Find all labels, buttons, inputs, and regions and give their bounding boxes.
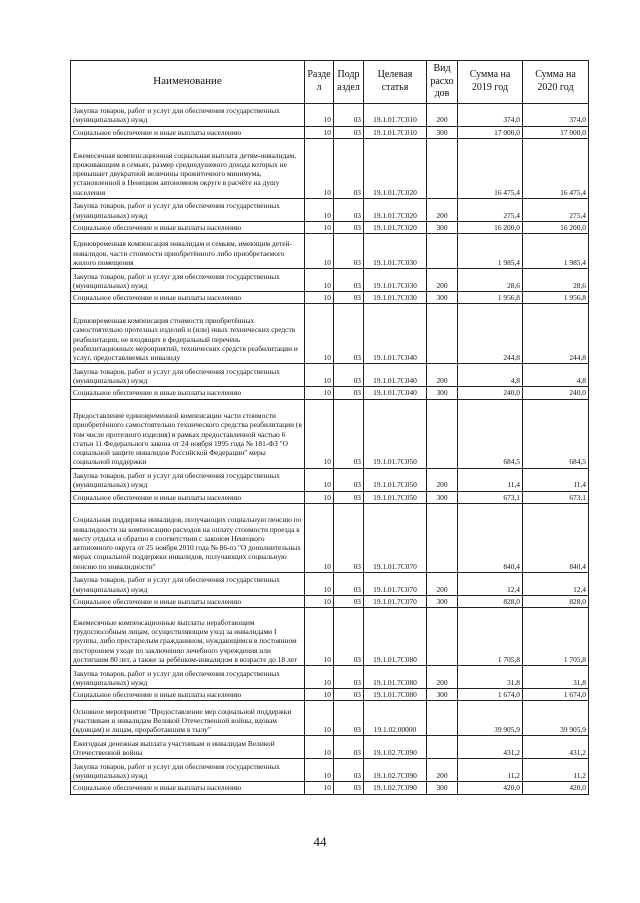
cell-target: 19.1.01.7С030: [364, 292, 427, 304]
cell-vid: 300: [427, 595, 458, 607]
table-row: [71, 468, 589, 491]
cell-sum2020: 11,4: [523, 468, 589, 491]
cell-name: Закупка товаров, работ и услуг для обеспечения государственных (муниципальных) нужд: [71, 269, 305, 292]
cell-sum2020: 240,0: [523, 387, 589, 399]
cell-razdel: 10: [305, 304, 334, 364]
cell-razdel: 10: [305, 292, 334, 304]
page-number: 44: [313, 834, 327, 849]
cell-name: Закупка товаров, работ и услуг для обеспечения государственных (муниципальных) нужд: [71, 572, 305, 595]
cell-sum2019: 1 985,4: [458, 234, 523, 269]
cell-podrazdel: 03: [334, 608, 364, 666]
cell-vid: 200: [427, 269, 458, 292]
cell-sum2020: 1 985,4: [523, 234, 589, 269]
cell-sum2020: 28,6: [523, 269, 589, 292]
cell-razdel: 10: [305, 364, 334, 387]
table-body: [71, 103, 589, 794]
cell-podrazdel: 03: [334, 759, 364, 782]
cell-vid: [427, 701, 458, 736]
cell-razdel: 10: [305, 595, 334, 607]
cell-podrazdel: 03: [334, 364, 364, 387]
cell-sum2019: 17 000,0: [458, 126, 523, 138]
cell-sum2020: 828,0: [523, 595, 589, 607]
table-row: [71, 221, 589, 233]
cell-sum2020: 39 905,9: [523, 701, 589, 736]
cell-razdel: 10: [305, 572, 334, 595]
cell-podrazdel: 03: [334, 269, 364, 292]
cell-razdel: 10: [305, 666, 334, 689]
cell-sum2019: 240,0: [458, 387, 523, 399]
cell-podrazdel: 03: [334, 126, 364, 138]
cell-podrazdel: 03: [334, 468, 364, 491]
cell-sum2020: 420,0: [523, 782, 589, 794]
cell-sum2020: 673,1: [523, 491, 589, 503]
cell-podrazdel: 03: [334, 234, 364, 269]
cell-sum2020: 31,8: [523, 666, 589, 689]
cell-razdel: 10: [305, 234, 334, 269]
cell-sum2020: 1 956,8: [523, 292, 589, 304]
cell-target: 19.1.01.7С080: [364, 689, 427, 701]
cell-vid: [427, 736, 458, 759]
cell-razdel: 10: [305, 701, 334, 736]
cell-sum2019: 28,6: [458, 269, 523, 292]
cell-target: 19.1.01.7С080: [364, 608, 427, 666]
cell-vid: 200: [427, 468, 458, 491]
table-row: [71, 103, 589, 126]
cell-name: Ежемесячная компенсационная социальная выплата детям-инвалидам, проживающим в семьях, размер среднедушевого дохода которых не превышает двукратной величины прожиточного минимума, установленной в Ненецком автономном округе в расчёте на душу населения: [71, 138, 305, 198]
cell-target: 19.1.02.7С090: [364, 782, 427, 794]
cell-vid: 300: [427, 221, 458, 233]
cell-sum2019: 673,1: [458, 491, 523, 503]
cell-name: Закупка товаров, работ и услуг для обеспечения государственных (муниципальных) нужд: [71, 364, 305, 387]
cell-sum2019: 431,2: [458, 736, 523, 759]
cell-vid: [427, 608, 458, 666]
cell-razdel: 10: [305, 269, 334, 292]
table-row: [71, 126, 589, 138]
cell-name: Основное мероприятие "Предоставление мер социальной поддержки участникам и инвалидам Великой Отечественной войны, вдовам (вдовцам) и лицам, проработавшим в тылу": [71, 701, 305, 736]
cell-name: Единовременная компенсация стоимости приобретённых самостоятельно протезных изделий и (или) иных технических средств реабилитации, не входящих в федеральный перечень реабилитационных мероприятий, технических средств реабилитации и услуг, предоставляемых инвалиду: [71, 304, 305, 364]
header-sum-2019: Сумма на 2019 год: [458, 61, 523, 104]
cell-razdel: 10: [305, 468, 334, 491]
cell-target: 19.1.02.7С090: [364, 736, 427, 759]
cell-name: Социальное обеспечение и иные выплаты населению: [71, 126, 305, 138]
cell-sum2020: 16 200,0: [523, 221, 589, 233]
cell-razdel: 10: [305, 608, 334, 666]
table-row: [71, 701, 589, 736]
cell-name: Социальное обеспечение и иные выплаты населению: [71, 782, 305, 794]
cell-sum2020: 840,4: [523, 503, 589, 572]
cell-sum2019: 828,0: [458, 595, 523, 607]
cell-vid: 200: [427, 759, 458, 782]
cell-vid: 200: [427, 103, 458, 126]
table-row: [71, 399, 589, 468]
cell-sum2020: 4,8: [523, 364, 589, 387]
cell-podrazdel: 03: [334, 736, 364, 759]
cell-target: 19.1.01.7С040: [364, 387, 427, 399]
cell-razdel: 10: [305, 689, 334, 701]
table-row: [71, 782, 589, 794]
cell-sum2020: 16 475,4: [523, 138, 589, 198]
cell-vid: 300: [427, 491, 458, 503]
cell-vid: 200: [427, 198, 458, 221]
table-row: [71, 198, 589, 221]
cell-name: Закупка товаров, работ и услуг для обеспечения государственных (муниципальных) нужд: [71, 666, 305, 689]
cell-vid: 200: [427, 364, 458, 387]
cell-vid: 300: [427, 689, 458, 701]
cell-podrazdel: 03: [334, 292, 364, 304]
cell-sum2019: 16 200,0: [458, 221, 523, 233]
cell-podrazdel: 03: [334, 399, 364, 468]
cell-target: 19.1.01.7С020: [364, 138, 427, 198]
table-row: [71, 759, 589, 782]
table-row: [71, 292, 589, 304]
cell-target: 19.1.01.7С080: [364, 666, 427, 689]
header-sum-2020: Сумма на 2020 год: [523, 61, 589, 104]
cell-sum2019: 11,2: [458, 759, 523, 782]
cell-sum2019: 11,4: [458, 468, 523, 491]
cell-sum2020: 1 674,0: [523, 689, 589, 701]
cell-vid: [427, 138, 458, 198]
table-row: [71, 608, 589, 666]
cell-razdel: 10: [305, 221, 334, 233]
header-vid: Вид расхо дов: [427, 61, 458, 104]
cell-razdel: 10: [305, 759, 334, 782]
cell-name: Социальная поддержка инвалидов, получающих социальную пенсию по инвалидности на компенсацию расходов на оплату стоимости проезда к месту отдыха и обратно в соответствии с законом Ненецкого автономного округа от 25 ноября 2010 года № 86-оз "О дополнительных мерах социальной поддержки инвалидов, получающих социальную пенсию по инвалидности": [71, 503, 305, 572]
cell-sum2019: 1 674,0: [458, 689, 523, 701]
cell-sum2020: 684,5: [523, 399, 589, 468]
table-row: [71, 595, 589, 607]
cell-target: 19.1.01.7С050: [364, 399, 427, 468]
cell-vid: 200: [427, 666, 458, 689]
cell-sum2019: 4,8: [458, 364, 523, 387]
cell-target: 19.1.01.7С030: [364, 269, 427, 292]
cell-target: 19.1.01.7С070: [364, 503, 427, 572]
cell-podrazdel: 03: [334, 503, 364, 572]
cell-sum2019: 1 956,8: [458, 292, 523, 304]
table-row: [71, 491, 589, 503]
cell-target: 19.1.01.7С070: [364, 572, 427, 595]
cell-podrazdel: 03: [334, 701, 364, 736]
cell-sum2020: 374,0: [523, 103, 589, 126]
cell-name: Ежемесячные компенсационные выплаты неработающим трудоспособным лицам, осуществляющим уход за инвалидами I группы, либо престарелым гражданином, нуждающимся в постоянном постороннем уходе по заключению лечебного учреждения или достигшим 80 лет, а также за ребёнком-инвалидом в возрасте до 18 лет: [71, 608, 305, 666]
table-row: [71, 503, 589, 572]
cell-podrazdel: 03: [334, 595, 364, 607]
header-target: Целевая статья: [364, 61, 427, 104]
cell-razdel: 10: [305, 387, 334, 399]
cell-vid: 300: [427, 387, 458, 399]
cell-podrazdel: 03: [334, 221, 364, 233]
cell-razdel: 10: [305, 126, 334, 138]
cell-sum2020: 17 000,0: [523, 126, 589, 138]
cell-razdel: 10: [305, 399, 334, 468]
cell-sum2020: 11,2: [523, 759, 589, 782]
cell-name: Социальное обеспечение и иные выплаты населению: [71, 387, 305, 399]
cell-sum2020: 244,8: [523, 304, 589, 364]
cell-podrazdel: 03: [334, 103, 364, 126]
cell-target: 19.1.01.7С010: [364, 126, 427, 138]
cell-podrazdel: 03: [334, 198, 364, 221]
budget-table: [70, 60, 589, 795]
cell-target: 19.1.02.7С090: [364, 759, 427, 782]
cell-name: Закупка товаров, работ и услуг для обеспечения государственных (муниципальных) нужд: [71, 198, 305, 221]
cell-name: Социальное обеспечение и иные выплаты населению: [71, 221, 305, 233]
cell-sum2020: 431,2: [523, 736, 589, 759]
table-row: [71, 269, 589, 292]
cell-vid: 300: [427, 126, 458, 138]
cell-sum2019: 16 475,4: [458, 138, 523, 198]
table-row: [71, 304, 589, 364]
cell-target: 19.1.01.7С070: [364, 595, 427, 607]
cell-sum2019: 244,8: [458, 304, 523, 364]
cell-name: Ежегодная денежная выплата участникам и инвалидам Великой Отечественной войны: [71, 736, 305, 759]
cell-name: Предоставление единовременной компенсации части стоимости приобретённого самостоятельно технического средства реабилитации (в том числе протезного изделия) в рамках предоставленной частью 6 статьи 11 Федерального закона от 24 ноября 1995 года № 181-ФЗ "О социальной защите инвалидов Российской Федерации" меры социальной поддержки: [71, 399, 305, 468]
cell-target: 19.1.01.7С010: [364, 103, 427, 126]
cell-target: 19.1.01.7С030: [364, 234, 427, 269]
cell-sum2020: 275,4: [523, 198, 589, 221]
cell-sum2019: 275,4: [458, 198, 523, 221]
cell-razdel: 10: [305, 736, 334, 759]
table-header-row: [71, 61, 589, 104]
cell-sum2019: 12,4: [458, 572, 523, 595]
table-row: [71, 138, 589, 198]
table-row: [71, 387, 589, 399]
cell-target: 19.1.01.7С040: [364, 364, 427, 387]
cell-vid: [427, 234, 458, 269]
cell-sum2020: 12,4: [523, 572, 589, 595]
cell-target: 19.1.01.7С020: [364, 198, 427, 221]
cell-podrazdel: 03: [334, 572, 364, 595]
cell-vid: [427, 399, 458, 468]
cell-sum2019: 420,0: [458, 782, 523, 794]
cell-razdel: 10: [305, 491, 334, 503]
cell-name: Единовременная компенсация инвалидам и семьям, имеющим детей-инвалидов, части стоимости приобретённого либо приобретаемого жилого помещения: [71, 234, 305, 269]
cell-name: Закупка товаров, работ и услуг для обеспечения государственных (муниципальных) нужд: [71, 103, 305, 126]
cell-sum2020: 1 705,8: [523, 608, 589, 666]
header-podrazdel: Подр аздел: [334, 61, 364, 104]
cell-target: 19.1.01.7С050: [364, 491, 427, 503]
cell-podrazdel: 03: [334, 387, 364, 399]
cell-razdel: 10: [305, 503, 334, 572]
cell-sum2019: 1 705,8: [458, 608, 523, 666]
cell-target: 19.1.02.00000: [364, 701, 427, 736]
cell-target: 19.1.01.7С050: [364, 468, 427, 491]
cell-name: Социальное обеспечение и иные выплаты населению: [71, 292, 305, 304]
cell-name: Закупка товаров, работ и услуг для обеспечения государственных (муниципальных) нужд: [71, 468, 305, 491]
cell-vid: 300: [427, 292, 458, 304]
table-row: [71, 572, 589, 595]
cell-target: 19.1.01.7С040: [364, 304, 427, 364]
cell-name: Закупка товаров, работ и услуг для обеспечения государственных (муниципальных) нужд: [71, 759, 305, 782]
cell-name: Социальное обеспечение и иные выплаты населению: [71, 689, 305, 701]
cell-podrazdel: 03: [334, 138, 364, 198]
cell-vid: [427, 503, 458, 572]
cell-name: Социальное обеспечение и иные выплаты населению: [71, 491, 305, 503]
cell-sum2019: 39 905,9: [458, 701, 523, 736]
cell-podrazdel: 03: [334, 304, 364, 364]
table-row: [71, 736, 589, 759]
cell-sum2019: 31,8: [458, 666, 523, 689]
cell-razdel: 10: [305, 782, 334, 794]
cell-razdel: 10: [305, 198, 334, 221]
header-razdel: Разде л: [305, 61, 334, 104]
cell-razdel: 10: [305, 103, 334, 126]
table-row: [71, 234, 589, 269]
cell-name: Социальное обеспечение и иные выплаты населению: [71, 595, 305, 607]
cell-razdel: 10: [305, 138, 334, 198]
cell-vid: [427, 304, 458, 364]
cell-target: 19.1.01.7С020: [364, 221, 427, 233]
cell-vid: 200: [427, 572, 458, 595]
cell-sum2019: 840,4: [458, 503, 523, 572]
table-row: [71, 364, 589, 387]
cell-sum2019: 684,5: [458, 399, 523, 468]
cell-vid: 300: [427, 782, 458, 794]
cell-podrazdel: 03: [334, 491, 364, 503]
cell-sum2019: 374,0: [458, 103, 523, 126]
table-row: [71, 666, 589, 689]
table-row: [71, 689, 589, 701]
cell-podrazdel: 03: [334, 666, 364, 689]
header-name: Наименование: [71, 61, 305, 104]
cell-podrazdel: 03: [334, 782, 364, 794]
cell-podrazdel: 03: [334, 689, 364, 701]
